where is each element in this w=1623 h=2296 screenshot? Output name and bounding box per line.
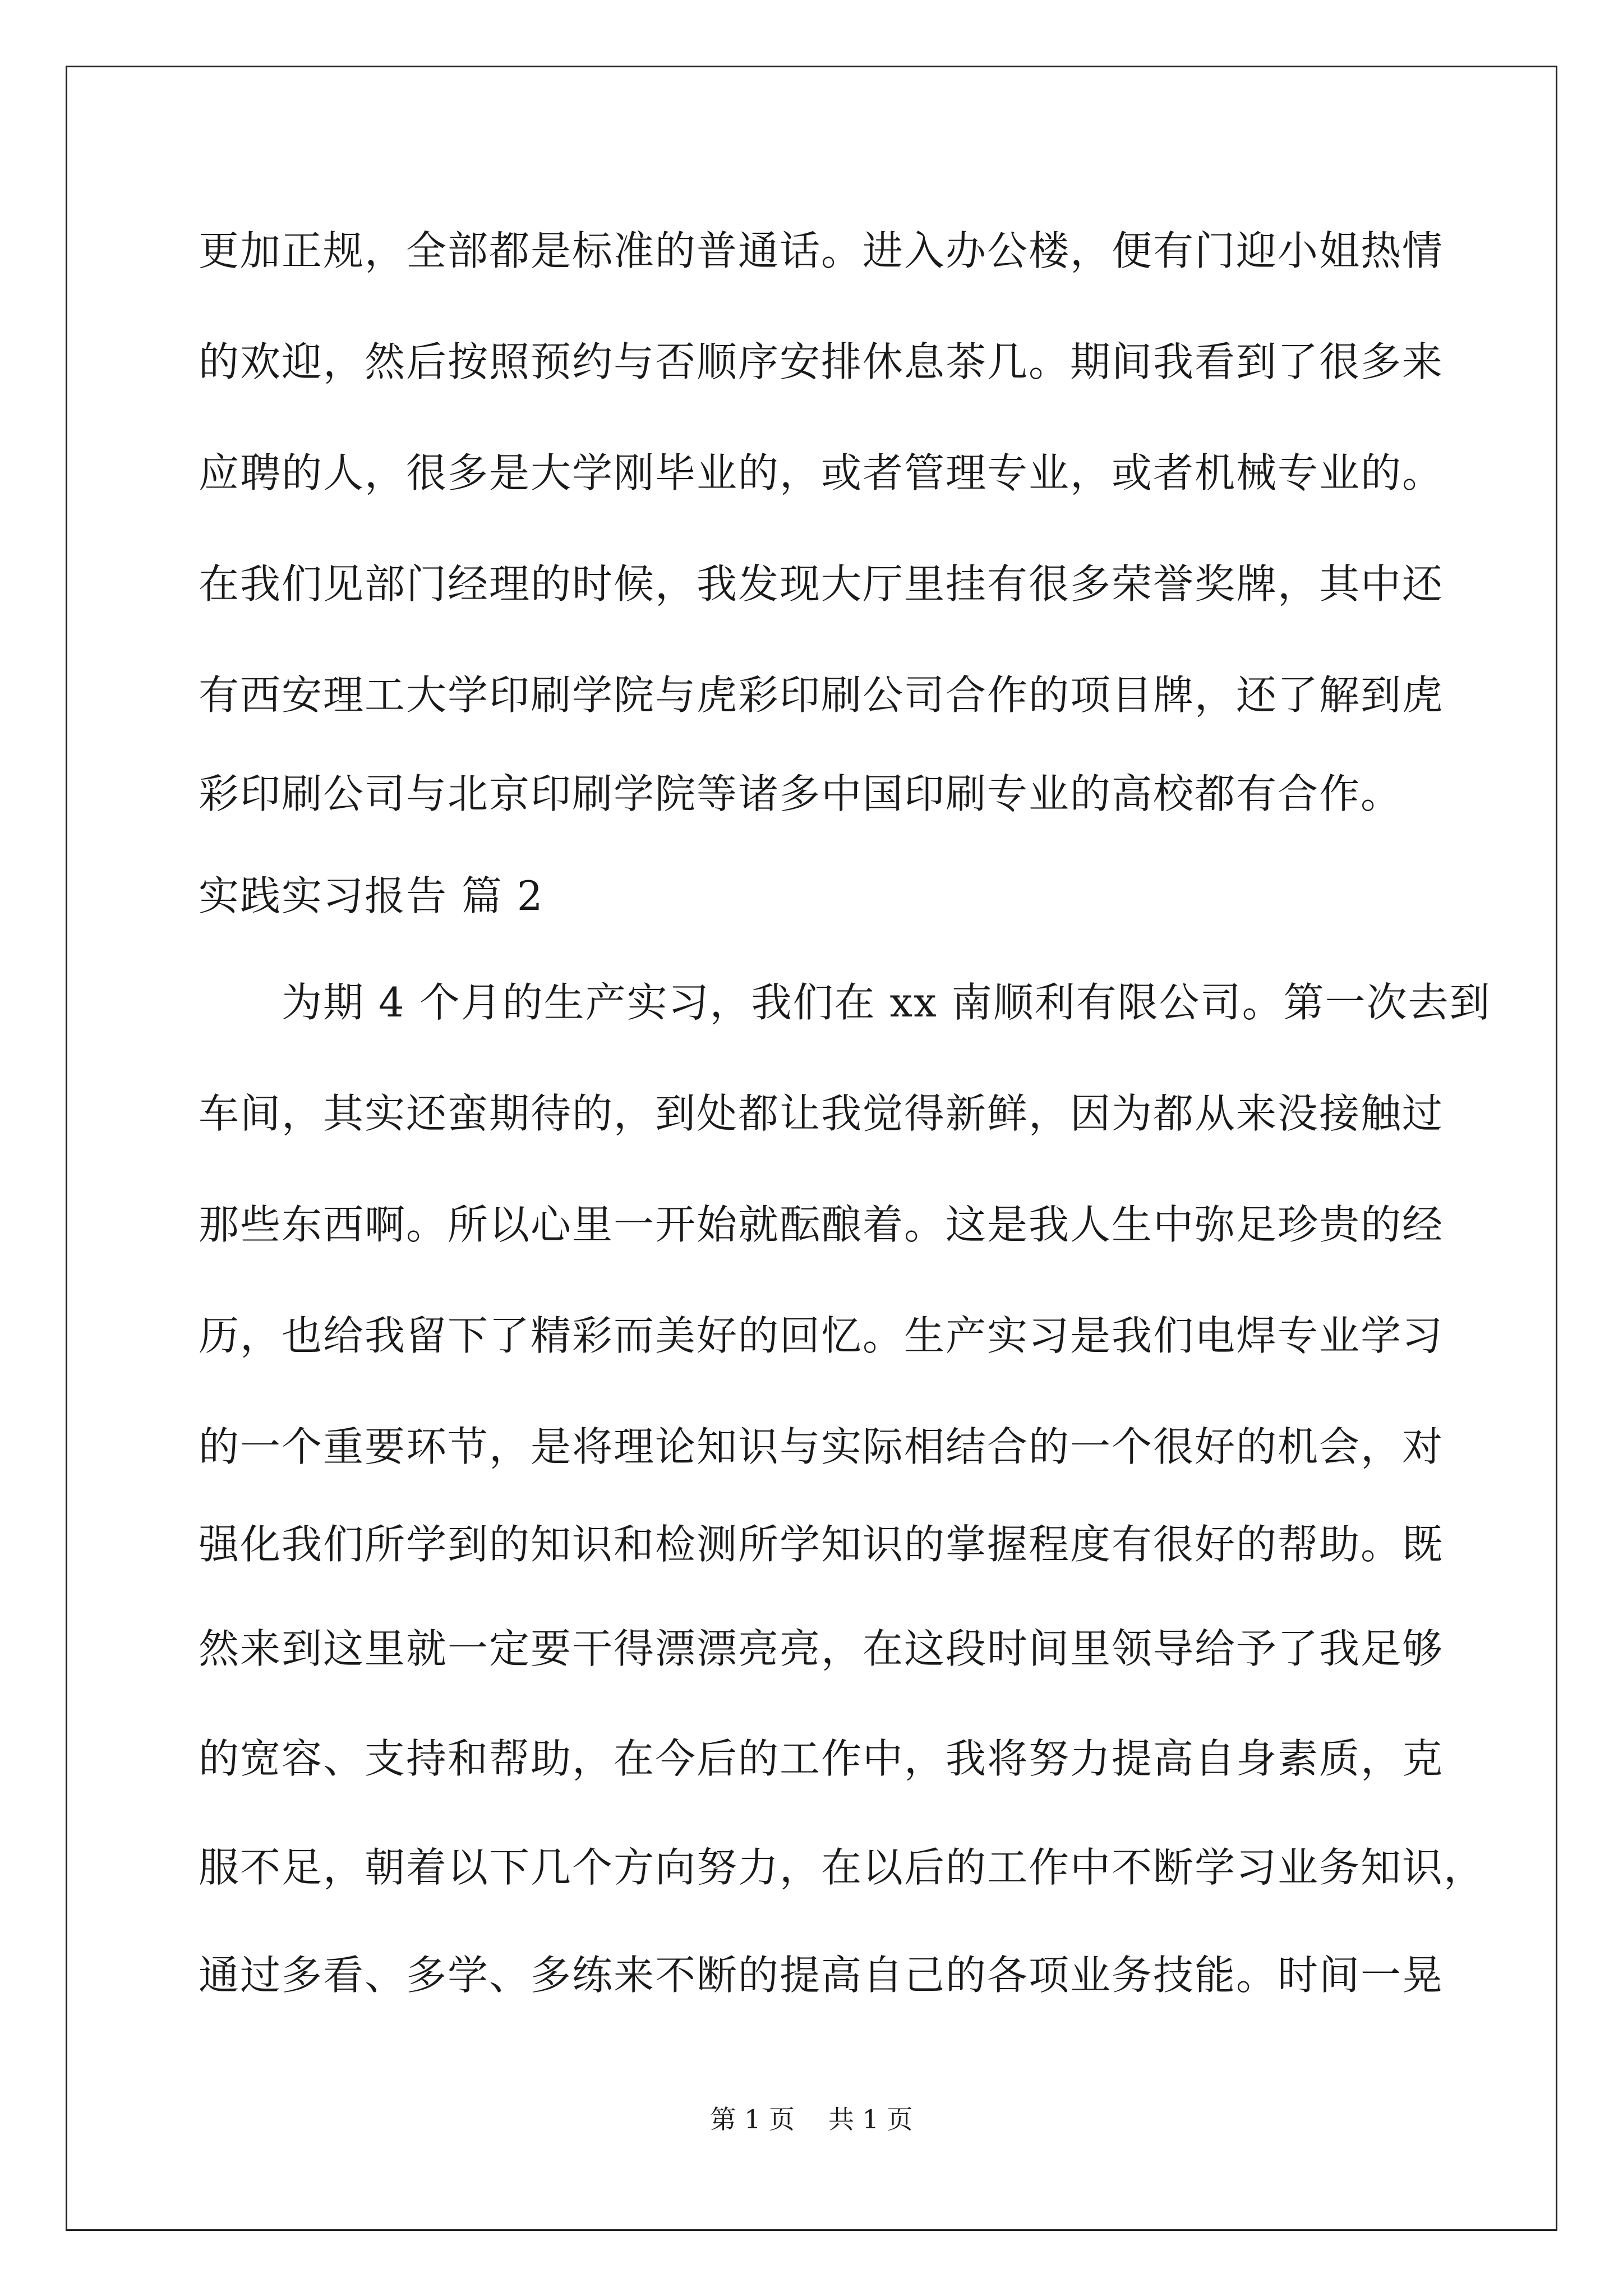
page-border <box>66 66 1557 2231</box>
text-line: 车间，其实还蛮期待的，到处都让我觉得新鲜，因为都从来没接触过 <box>199 1090 1444 1137</box>
text-line: 的欢迎，然后按照预约与否顺序安排休息茶几。期间我看到了很多来 <box>199 338 1444 385</box>
text-line: 的宽容、支持和帮助，在今后的工作中，我将努力提高自身素质，克 <box>199 1735 1444 1782</box>
text-line: 通过多看、多学、多练来不断的提高自己的各项业务技能。时间一晃 <box>199 1952 1444 1999</box>
text-line: 彩印刷公司与北京印刷学院等诸多中国印刷专业的高校都有合作。 <box>199 770 1403 817</box>
text-line: 更加正规，全部都是标准的普通话。进入办公楼，便有门迎小姐热情 <box>199 227 1444 274</box>
text-line: 历，也给我留下了精彩而美好的回忆。生产实习是我们电焊专业学习 <box>199 1312 1444 1359</box>
page-footer <box>0 2102 1623 2136</box>
text-line: 为期 4 个月的生产实习，我们在 xx 南顺利有限公司。第一次去到 <box>199 979 1491 1026</box>
text-line: 应聘的人，很多是大学刚毕业的，或者管理专业，或者机械专业的。 <box>199 449 1444 496</box>
text-line: 强化我们所学到的知识和检测所学知识的掌握程度有很好的帮助。既 <box>199 1521 1444 1568</box>
text-line: 服不足，朝着以下几个方向努力，在以后的工作中不断学习业务知识， <box>199 1844 1486 1891</box>
section-heading: 实践实习报告 篇 2 <box>199 872 544 919</box>
text-line: 的一个重要环节，是将理论知识与实际相结合的一个很好的机会，对 <box>199 1423 1444 1470</box>
text-line: 在我们见部门经理的时候，我发现大厅里挂有很多荣誉奖牌，其中还 <box>199 560 1444 608</box>
page-number: 第 1 页 <box>710 2104 795 2134</box>
text-line: 然来到这里就一定要干得漂漂亮亮，在这段时间里领导给予了我足够 <box>199 1625 1444 1672</box>
page-total: 共 1 页 <box>828 2104 913 2134</box>
text-line: 有西安理工大学印刷学院与虎彩印刷公司合作的项目牌，还了解到虎 <box>199 671 1444 719</box>
text-line: 那些东西啊。所以心里一开始就酝酿着。这是我人生中弥足珍贵的经 <box>199 1201 1444 1248</box>
